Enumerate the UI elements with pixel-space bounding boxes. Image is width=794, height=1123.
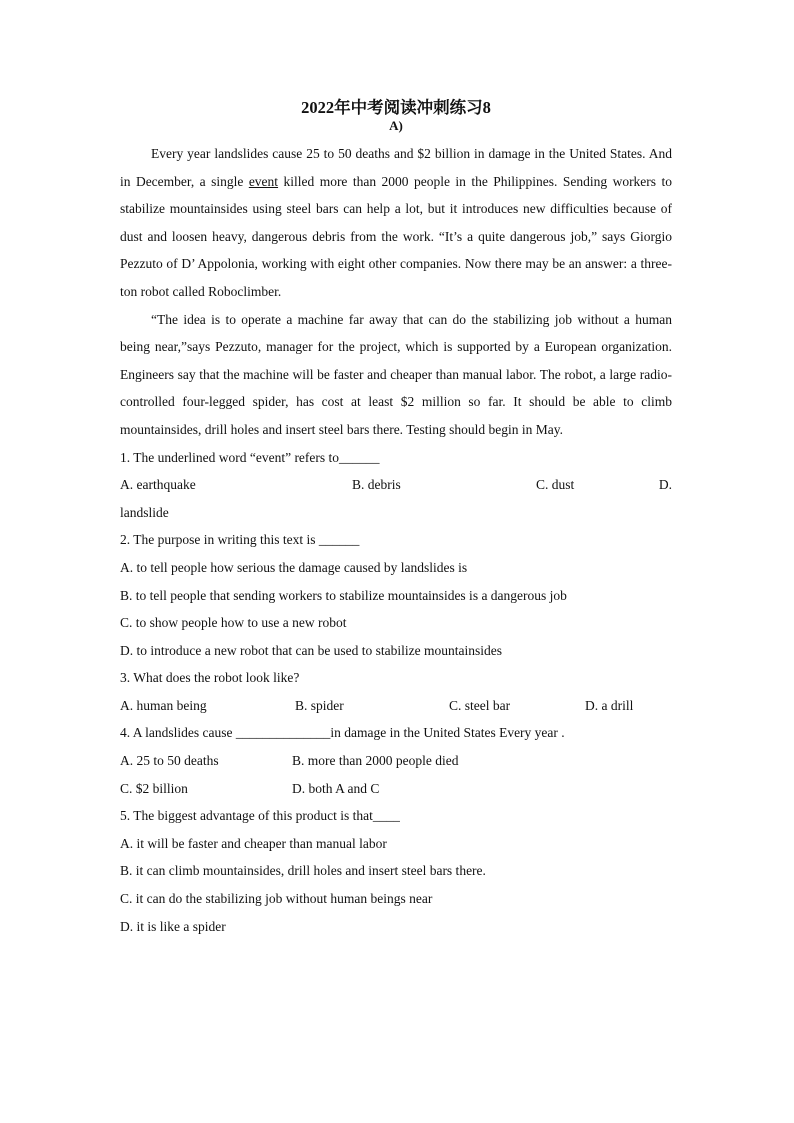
section-label: A) bbox=[389, 118, 403, 133]
option: C. to show people how to use a new robot bbox=[120, 615, 347, 631]
option: C. steel bar bbox=[449, 697, 511, 713]
question-3-stem: 3. What does the robot look like? bbox=[120, 670, 300, 686]
question-5-stem: 5. The biggest advantage of this product is that____ bbox=[120, 808, 400, 824]
option: B. spider bbox=[295, 697, 344, 713]
option: B. to tell people that sending workers to stabilize mountainsides is a dangerous job bbox=[120, 587, 567, 603]
option: C. $2 billion bbox=[120, 780, 188, 796]
question-4-options-row-2 bbox=[120, 775, 672, 803]
option: B. more than 2000 people died bbox=[292, 753, 459, 769]
passage-text: Every year landslides cause 25 to 50 deaths and $2 billion in damage in the United States. And in December, a single bbox=[120, 146, 672, 189]
option-continuation: landslide bbox=[120, 504, 169, 520]
question-4-stem: 4. A landslides cause ______________in damage in the United States Every year . bbox=[120, 725, 565, 741]
question-1-stem: 1. The underlined word “event” refers to______ bbox=[120, 449, 380, 465]
option: B. debris bbox=[352, 477, 401, 493]
option: D. to introduce a new robot that can be used to stabilize mountainsides bbox=[120, 642, 503, 658]
document-page bbox=[120, 98, 672, 940]
underlined-word: event bbox=[248, 173, 279, 189]
option: A. human being bbox=[120, 697, 207, 713]
document-title: 2022年中考阅读冲刺练习8 bbox=[301, 98, 491, 117]
question-2-stem: 2. The purpose in writing this text is ______ bbox=[120, 532, 360, 548]
passage-text: killed more than 2000 people in the Philippines. Sending workers to stabilize mountainsides using steel bars can help a lot, but it introduces new difficulties because of dust and loosen heavy, dangerous debris from the work. “It’s a quite dangerous job,” says Giorgio Pezzuto of D’ Appolonia, working with eight other companies. Now there may be an answer: a three-ton robot called Roboclimber. bbox=[120, 173, 672, 299]
question-1-options bbox=[120, 471, 672, 499]
option: A. it will be faster and cheaper than manual labor bbox=[120, 835, 387, 851]
option: D. it is like a spider bbox=[120, 918, 226, 934]
option: D. both A and C bbox=[292, 780, 380, 796]
option: B. it can climb mountainsides, drill holes and insert steel bars there. bbox=[120, 863, 486, 879]
question-4-options-row-1 bbox=[120, 747, 672, 775]
option: C. dust bbox=[536, 477, 575, 493]
option: C. it can do the stabilizing job without human beings near bbox=[120, 891, 433, 907]
option: D. a drill bbox=[585, 697, 634, 713]
passage-paragraph-2: “The idea is to operate a machine far away that can do the stabilizing job without a human being near,”says Pezzuto, manager for the project, which is supported by a European organization. Engineers say that the machine will be faster and cheaper than manual labor. The robot, a large radio-controlled four-legged spider, has cost at least $2 million so far. It should be able to climb mountainsides, drill holes and insert steel bars there. Testing should begin in May. bbox=[120, 311, 672, 437]
option: D. bbox=[658, 477, 672, 493]
option: A. to tell people how serious the damage caused by landslides is bbox=[120, 559, 468, 575]
option: A. 25 to 50 deaths bbox=[120, 753, 219, 769]
question-3-options bbox=[120, 692, 672, 720]
passage-paragraph-1 bbox=[120, 140, 672, 306]
option: A. earthquake bbox=[120, 477, 196, 493]
